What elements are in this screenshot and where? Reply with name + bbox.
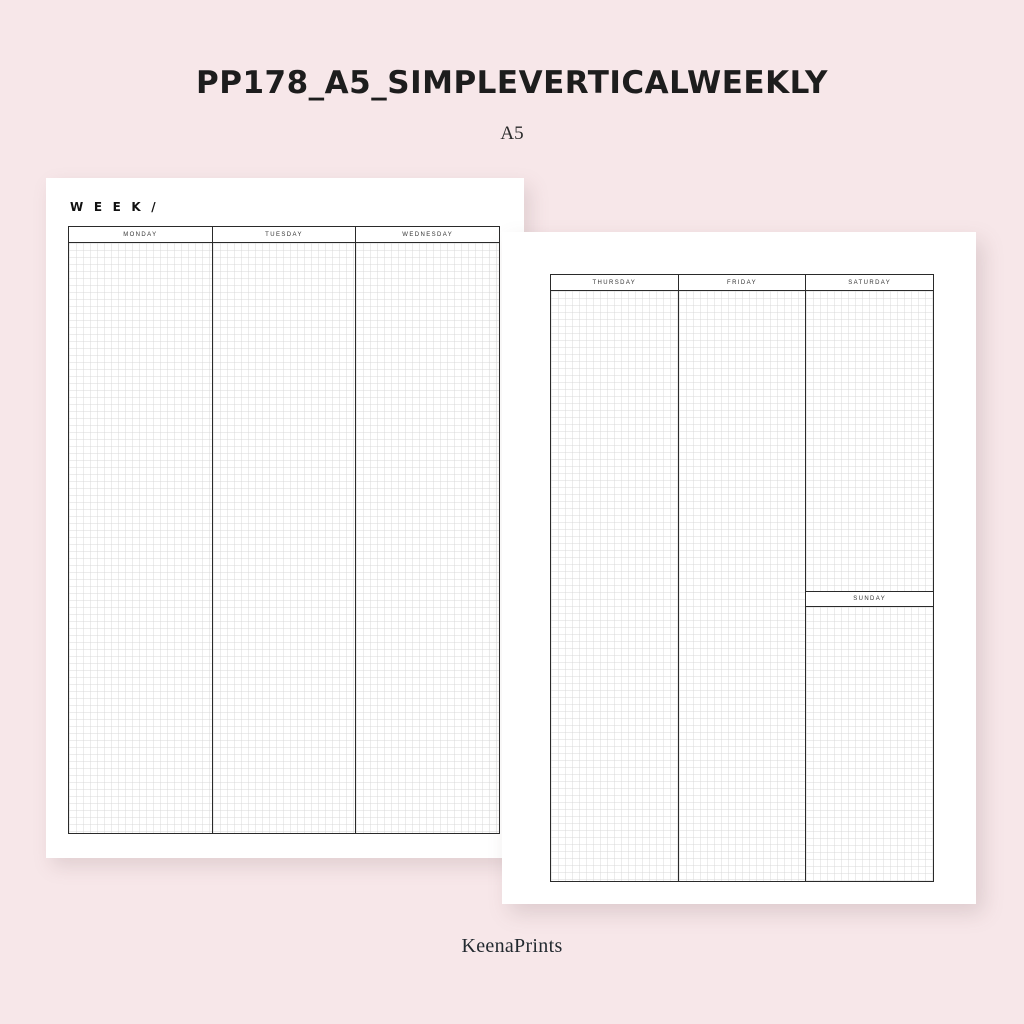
right-day-header-row	[551, 275, 933, 291]
left-day-header-row	[69, 227, 499, 243]
header	[0, 0, 1024, 143]
grid-column-friday[interactable]	[679, 291, 807, 881]
grid-column-saturday-sunday	[806, 291, 933, 881]
right-grid-sheet	[550, 274, 934, 882]
day-header-tuesday: TUESDAY	[213, 227, 357, 242]
right-grid-columns	[551, 291, 933, 881]
grid-column-wednesday[interactable]	[356, 243, 499, 833]
grid-area-saturday[interactable]	[806, 291, 933, 591]
right-planner-page[interactable]	[502, 232, 976, 904]
grid-column-monday[interactable]	[69, 243, 213, 833]
left-grid-sheet	[68, 226, 500, 834]
grid-area-sunday[interactable]	[806, 607, 933, 881]
day-header-friday: FRIDAY	[679, 275, 807, 290]
day-header-sunday: SUNDAY	[806, 591, 933, 607]
grid-column-thursday[interactable]	[551, 291, 679, 881]
day-header-saturday: SATURDAY	[848, 279, 892, 286]
day-header-monday: MONDAY	[69, 227, 213, 242]
grid-column-tuesday[interactable]	[213, 243, 357, 833]
day-header-thursday: THURSDAY	[551, 275, 679, 290]
brand-footer: KeenaPrints	[461, 935, 563, 957]
week-label: W E E K /	[70, 200, 159, 214]
page-title: PP178_A5_SIMPLEVERTICALWEEKLY	[196, 65, 828, 101]
left-planner-page[interactable]	[46, 178, 524, 858]
left-grid-columns	[69, 243, 499, 833]
page-size-label: A5	[500, 123, 524, 144]
day-header-wednesday: WEDNESDAY	[402, 231, 454, 238]
